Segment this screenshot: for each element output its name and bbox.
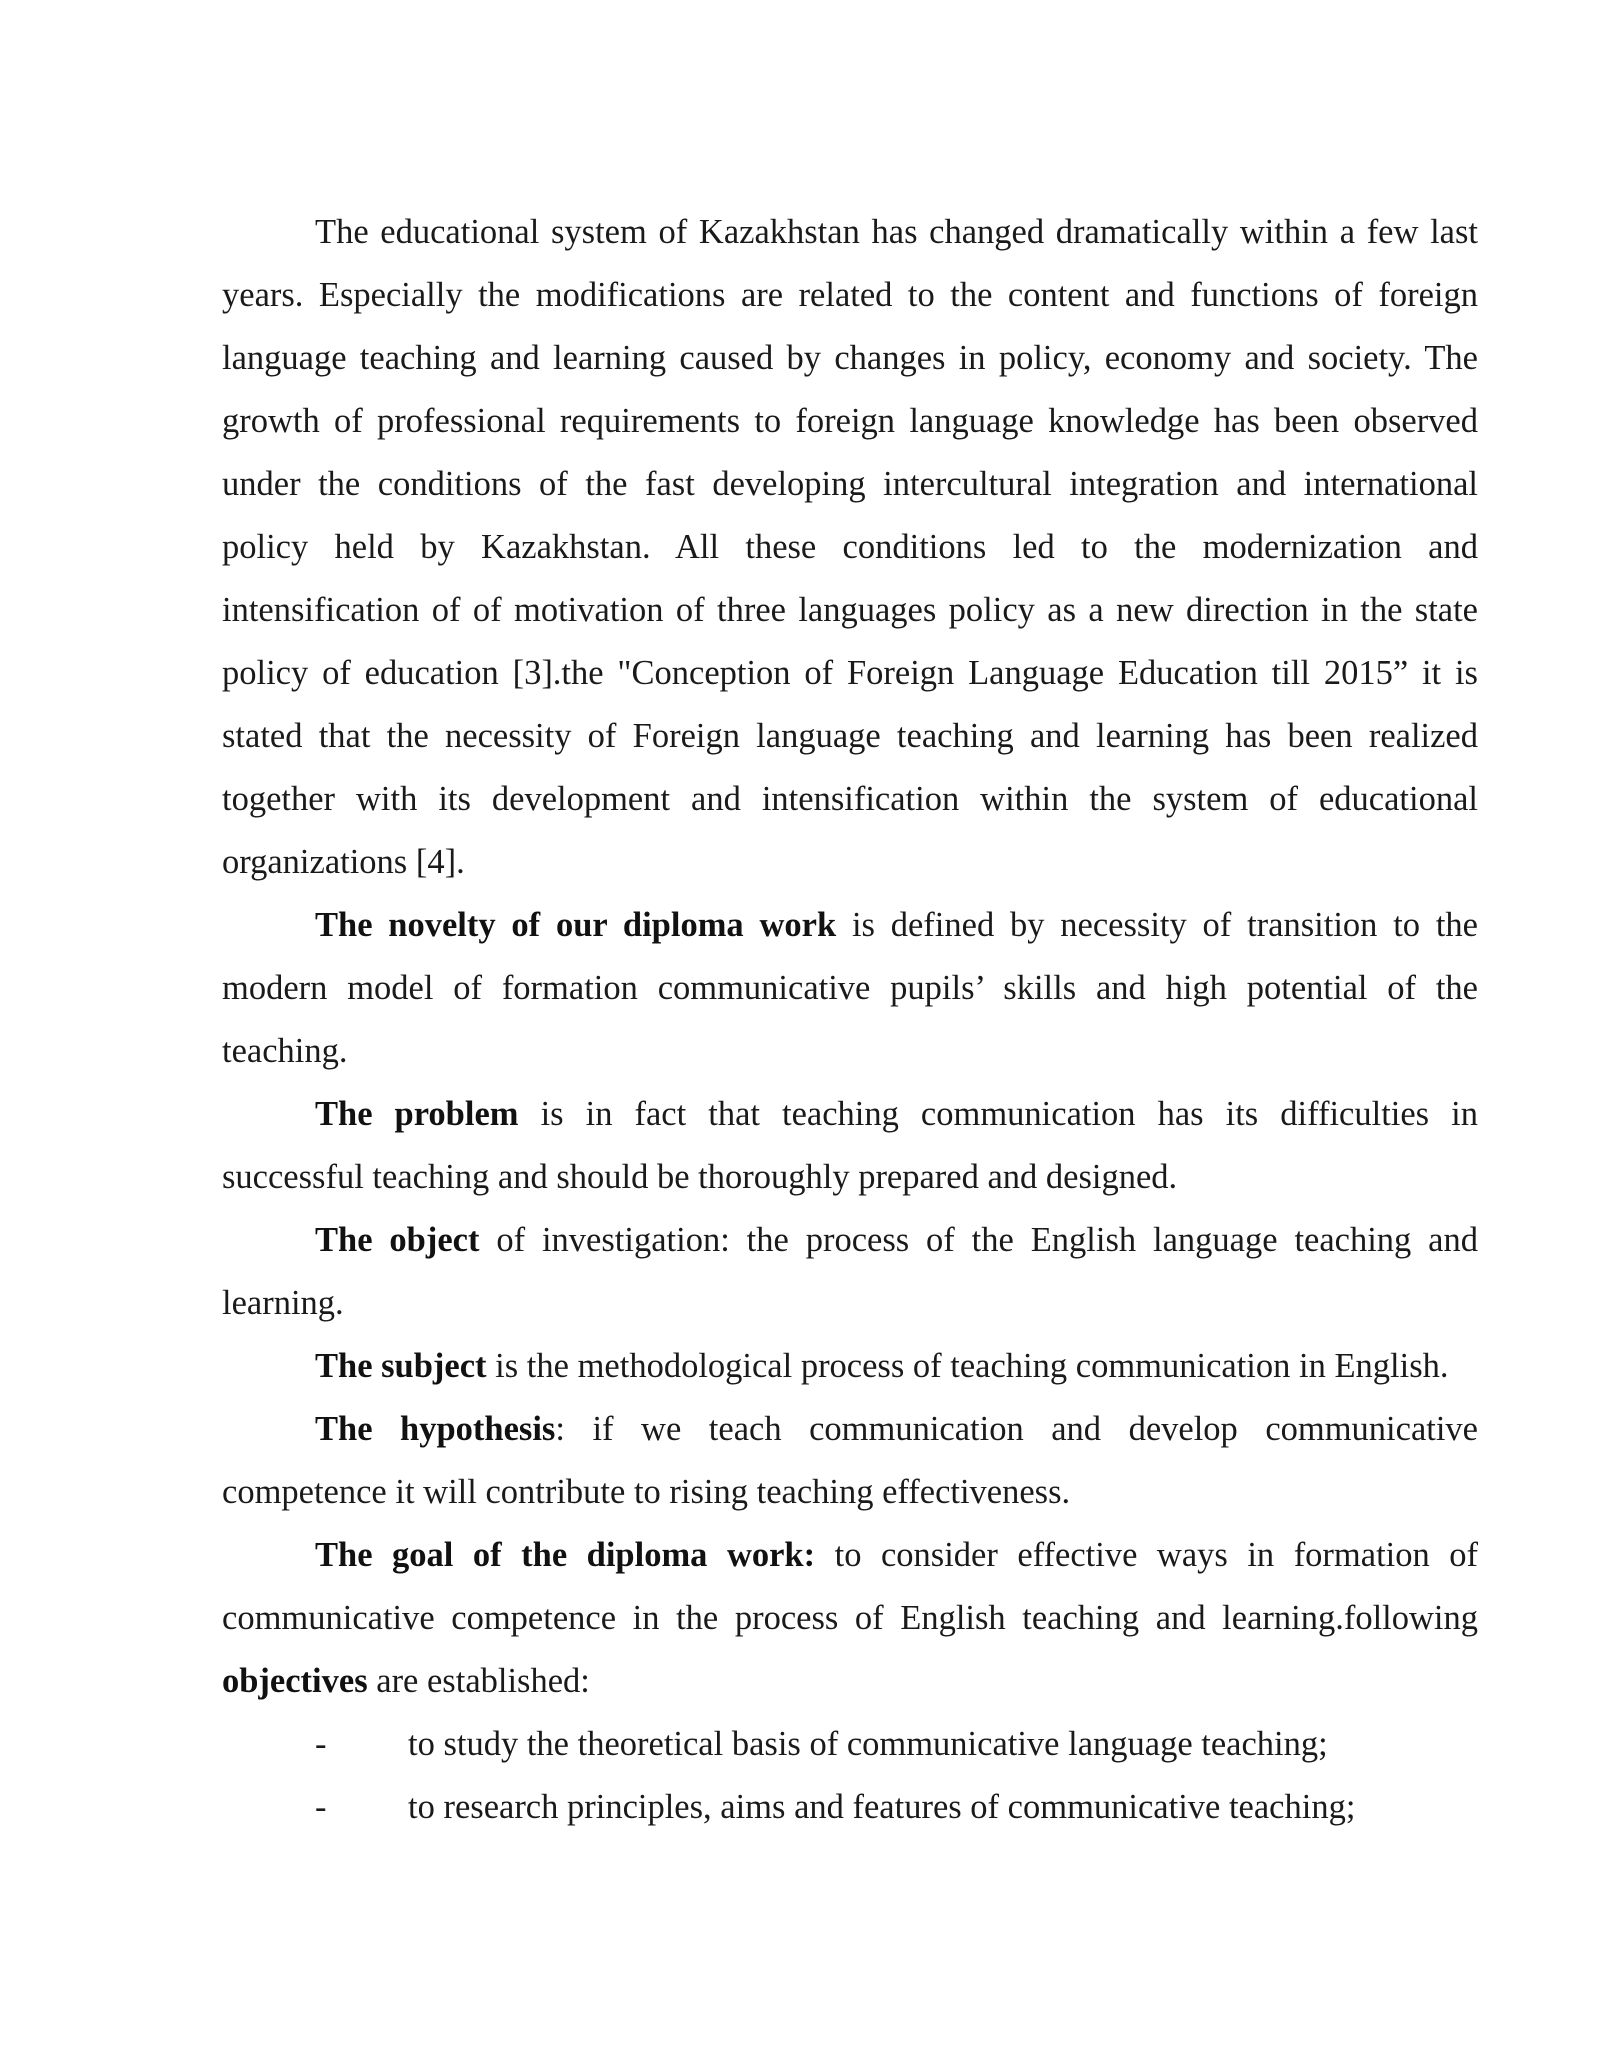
goal-text: to consider effective ways in formation of communicative competence in the process of English teaching and learning.following: [222, 1536, 1478, 1637]
hypothesis-paragraph: [222, 1398, 1478, 1524]
intro-text: The educational system of Kazakhstan has changed dramatically within a few last years. Especially the modifications are related to the content and functions of foreign language teaching and learning caused by changes in policy, economy and society. The growth of professional requirements to foreign language knowledge has been observed under the conditions of the fast developing intercultural integration and international policy held by Kazakhstan. All these conditions led to the modernization and intensification of of motivation of three languages policy as a new direction in the state policy of education [3].the "Conception of Foreign Language Education till 2015” it is stated that the necessity of Foreign language teaching and learning has been realized together with its development and intensification within the system of educational organizations [4].: [222, 213, 1478, 881]
novelty-paragraph: [222, 894, 1478, 1083]
problem-paragraph: [222, 1083, 1478, 1209]
list-item: [222, 1776, 1478, 1839]
problem-text: is in fact that teaching communication has its difficulties in successful teaching and should be thoroughly prepared and designed.: [222, 1095, 1478, 1196]
goal-paragraph: [222, 1524, 1478, 1713]
hypothesis-text: : if we teach communication and develop communicative competence it will contribute to rising teaching effectiveness.: [222, 1410, 1478, 1511]
goal-label: The goal of the diploma work:: [315, 1536, 816, 1574]
novelty-text: is defined by necessity of transition to the modern model of formation communicative pupils’ skills and high potential of the teaching.: [222, 906, 1478, 1070]
list-item-text: to study the theoretical basis of communicative language teaching;: [408, 1725, 1328, 1763]
subject-text: is the methodological process of teaching communication in English.: [486, 1347, 1449, 1385]
objectives-list: [222, 1713, 1478, 1839]
list-item: [222, 1713, 1478, 1776]
subject-paragraph: [222, 1335, 1478, 1398]
problem-label: The problem: [315, 1095, 519, 1133]
object-paragraph: [222, 1209, 1478, 1335]
list-marker: -: [315, 1725, 327, 1763]
subject-label: The subject: [315, 1347, 487, 1385]
intro-paragraph: [222, 201, 1478, 894]
hypothesis-label: The hypothesis: [315, 1410, 556, 1448]
object-label: The object: [315, 1221, 480, 1259]
novelty-label: The novelty of our diploma work: [315, 906, 837, 944]
list-item-text: to research principles, aims and features of communicative teaching;: [408, 1788, 1356, 1826]
object-text: of investigation: the process of the English language teaching and learning.: [222, 1221, 1478, 1322]
objectives-label: objectives: [222, 1662, 368, 1700]
list-marker: -: [315, 1788, 327, 1826]
objectives-text: are established:: [367, 1662, 590, 1700]
document-page: [222, 201, 1478, 1839]
